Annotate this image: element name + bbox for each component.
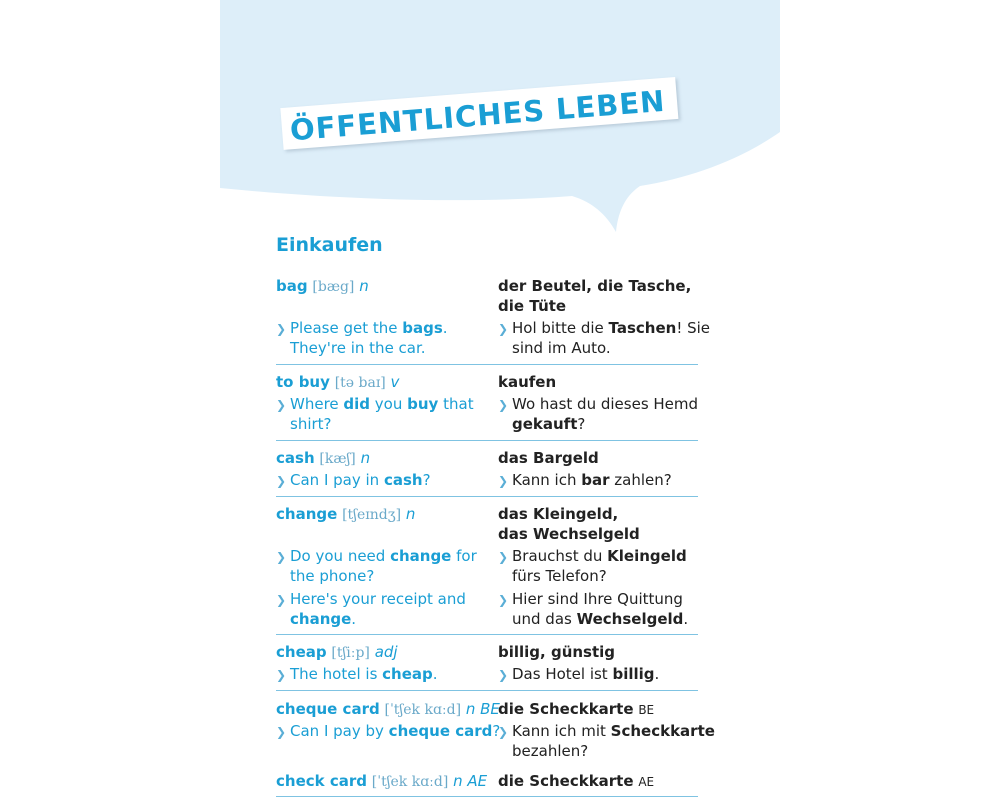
section-title: Einkaufen bbox=[276, 234, 383, 256]
chevron-right-icon: ❯ bbox=[276, 668, 287, 682]
headword: cheap bbox=[276, 643, 327, 661]
pronunciation: [kæʃ] bbox=[319, 451, 356, 467]
chevron-right-icon: ❯ bbox=[498, 398, 509, 412]
chevron-right-icon: ❯ bbox=[276, 725, 287, 739]
entry-cheap bbox=[276, 642, 698, 688]
example-en-cont: shirt? bbox=[290, 415, 332, 433]
part-of-speech: n bbox=[405, 505, 416, 523]
chevron-right-icon: ❯ bbox=[276, 474, 287, 488]
translation: das Bargeld bbox=[498, 449, 599, 467]
region-label: BE bbox=[638, 703, 655, 717]
translation: die Scheckkarte AE bbox=[498, 772, 655, 790]
example-en: ❯ Can I pay by cheque card? bbox=[276, 722, 501, 740]
entry-divider bbox=[276, 364, 698, 365]
entry-divider bbox=[276, 690, 698, 691]
pronunciation: [ˈtʃek kɑːd] bbox=[384, 702, 462, 718]
example-de: ❯ Hier sind Ihre Quittung bbox=[498, 590, 683, 608]
example-en-cont: change. bbox=[290, 610, 357, 628]
entry-cheque-card bbox=[276, 699, 715, 761]
entry-divider bbox=[276, 634, 698, 635]
chevron-right-icon: ❯ bbox=[276, 398, 287, 412]
chevron-right-icon: ❯ bbox=[276, 593, 287, 607]
example-de-cont: sind im Auto. bbox=[512, 339, 611, 357]
example-de: ❯ Brauchst du Kleingeld bbox=[498, 547, 687, 565]
headword: bag bbox=[276, 277, 308, 295]
example-en: ❯ Here's your receipt and bbox=[276, 590, 466, 608]
chevron-right-icon: ❯ bbox=[498, 474, 509, 488]
translation: billig, günstig bbox=[498, 643, 616, 661]
entry-divider bbox=[276, 496, 698, 497]
example-de: ❯ Hol bitte die Taschen! Sie bbox=[498, 319, 711, 337]
entry-to-buy bbox=[276, 372, 698, 438]
example-de-cont: bezahlen? bbox=[512, 742, 589, 760]
chevron-right-icon: ❯ bbox=[498, 668, 509, 682]
example-de: ❯ Das Hotel ist billig. bbox=[498, 665, 660, 683]
chevron-right-icon: ❯ bbox=[498, 322, 509, 336]
entry-headline bbox=[276, 372, 399, 393]
part-of-speech: n AE bbox=[453, 772, 488, 790]
entry-change bbox=[276, 504, 698, 630]
example-en-cont: the phone? bbox=[290, 567, 375, 585]
pronunciation: [bæg] bbox=[312, 279, 355, 295]
entry-headline bbox=[276, 699, 500, 720]
example-en: ❯ Where did you buy that bbox=[276, 395, 474, 413]
example-de: ❯ Kann ich mit Scheckkarte bbox=[498, 722, 715, 740]
example-de: ❯ Kann ich bar zahlen? bbox=[498, 471, 672, 489]
headword: to buy bbox=[276, 373, 330, 391]
example-de-cont: und das Wechselgeld. bbox=[512, 610, 689, 628]
chevron-right-icon: ❯ bbox=[498, 593, 509, 607]
entry-headline bbox=[276, 276, 369, 297]
chapter-title: ÖFFENTLICHES LEBEN bbox=[288, 83, 667, 148]
region-label: AE bbox=[638, 775, 655, 789]
entry-divider bbox=[276, 796, 698, 797]
headword: cash bbox=[276, 449, 315, 467]
chevron-right-icon: ❯ bbox=[498, 550, 509, 564]
example-en-cont: They're in the car. bbox=[290, 339, 426, 357]
entry-check-card bbox=[276, 771, 698, 797]
entry-divider bbox=[276, 440, 698, 441]
entry-headline bbox=[276, 642, 398, 663]
chevron-right-icon: ❯ bbox=[276, 550, 287, 564]
translation: kaufen bbox=[498, 373, 557, 391]
example-en: ❯ Do you need change for bbox=[276, 547, 477, 565]
example-en: ❯ The hotel is cheap. bbox=[276, 665, 438, 683]
entry-headline bbox=[276, 448, 370, 469]
pronunciation: [tʃiːp] bbox=[331, 645, 370, 661]
example-de: ❯ Wo hast du dieses Hemd bbox=[498, 395, 699, 413]
chevron-right-icon: ❯ bbox=[498, 725, 509, 739]
part-of-speech: v bbox=[390, 373, 400, 391]
pronunciation: [tʃeɪndʒ] bbox=[342, 507, 402, 523]
chevron-right-icon: ❯ bbox=[276, 322, 287, 336]
example-de-cont: fürs Telefon? bbox=[512, 567, 607, 585]
translation-cont: die Tüte bbox=[498, 297, 567, 315]
translation: die Scheckkarte BE bbox=[498, 700, 655, 718]
example-de-cont: gekauft? bbox=[512, 415, 586, 433]
part-of-speech: n bbox=[360, 449, 371, 467]
part-of-speech: n bbox=[359, 277, 369, 295]
pronunciation: [tə baɪ] bbox=[334, 375, 386, 391]
example-en: ❯ Please get the bags. bbox=[276, 319, 448, 337]
translation: das Kleingeld, bbox=[498, 505, 619, 523]
part-of-speech: adj bbox=[374, 643, 398, 661]
entry-bag bbox=[276, 276, 711, 364]
headword: check card bbox=[276, 772, 367, 790]
headword: change bbox=[276, 505, 338, 523]
translation: der Beutel, die Tasche, bbox=[498, 277, 692, 295]
entry-headline bbox=[276, 771, 487, 792]
translation-cont: das Wechselgeld bbox=[498, 525, 640, 543]
entry-cash bbox=[276, 448, 698, 494]
pronunciation: [ˈtʃek kɑːd] bbox=[371, 774, 449, 790]
headword: cheque card bbox=[276, 700, 380, 718]
dictionary-page bbox=[220, 0, 780, 800]
example-en: ❯ Can I pay in cash? bbox=[276, 471, 431, 489]
entry-headline bbox=[276, 504, 415, 525]
part-of-speech: n BE bbox=[465, 700, 500, 718]
